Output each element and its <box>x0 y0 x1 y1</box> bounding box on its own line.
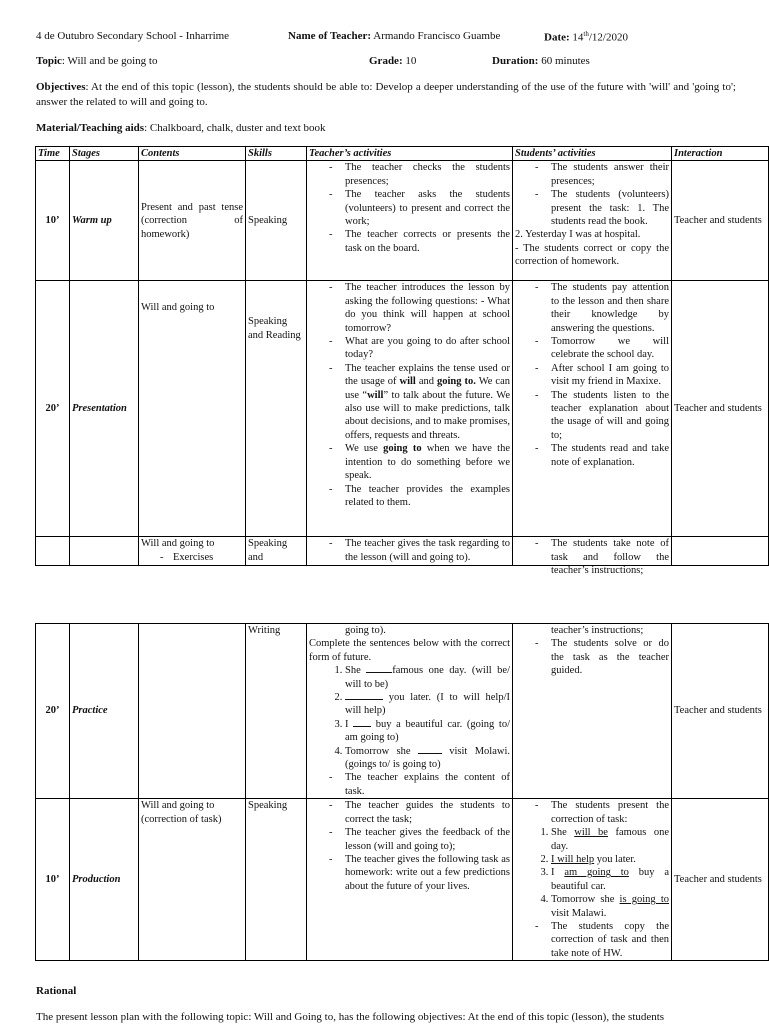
answer-blank <box>366 672 392 673</box>
list-item: - The teacher gives the following task as homework: write out a few predictions about the future of your lives. <box>309 853 510 893</box>
exercise-item: 2. you later. (I to will help/I will help) <box>345 691 510 718</box>
list-item: - The teacher guides the students to correct the task; <box>309 799 510 826</box>
row-practice-start <box>36 537 769 566</box>
list-item: - The students (volunteers) present the task: 1. The students read the book. <box>515 188 669 228</box>
grade-line <box>369 55 416 67</box>
list-item: - Tomorrow we will celebrate the school day. <box>515 335 669 362</box>
practice-content-1: Will and going to <box>141 538 215 550</box>
list-item: - The teacher asks the students (volunteers) to present and correct the work; <box>309 188 510 228</box>
duration-line <box>492 55 590 67</box>
answer-blank <box>353 726 371 727</box>
practice-start-stage <box>70 537 139 566</box>
text-run: We use <box>345 443 384 455</box>
production-teacher-activities <box>307 799 513 961</box>
topic-label: Topic <box>36 55 62 67</box>
practice-skill-start: Speaking and <box>248 538 288 563</box>
list-item: - Exercises <box>155 551 243 564</box>
practice-teacher-activities <box>307 624 513 799</box>
production-content: Will and going to (correction of task) <box>139 799 246 961</box>
keyword-will: will <box>399 376 416 388</box>
keyword-going-to: going to <box>383 443 422 455</box>
teacher-name: Armando Francisco Guambe <box>373 30 501 42</box>
exercise-item: 1. She famous one day. (will be/ will to be) <box>345 664 510 691</box>
rational-text: The present lesson plan with the following topic: Will and Going to, has the following objectives: At the end of this topic (lesson), the students <box>36 1011 665 1023</box>
presentation-skill <box>246 281 307 537</box>
school-name: 4 de Outubro Secondary School - Inharrime <box>36 30 230 42</box>
answer-blank <box>418 753 442 754</box>
list-item: - The teacher gives the feedback of the lesson (will and going to); <box>309 826 510 853</box>
answer-item: 1. She will be famous one day. <box>551 826 669 853</box>
warmup-skill: Speaking <box>246 161 307 281</box>
presentation-content <box>139 281 246 537</box>
date-line <box>544 30 628 44</box>
production-students-activities <box>513 799 672 961</box>
practice-teacher-cont: going to). <box>345 625 386 636</box>
date-rest: /12/2020 <box>588 31 628 44</box>
grade-value: 10 <box>405 55 417 67</box>
practice-stage: Practice <box>70 624 139 799</box>
header-stages: Stages <box>70 147 139 161</box>
keyword-going-to: going to. <box>437 376 476 388</box>
presentation-stage: Presentation <box>70 281 139 537</box>
text-run: ” to talk about the future. We also use will to make predictions, talk about decisions, and to make promises, offers, requests and threats. <box>345 389 510 441</box>
production-stage: Production <box>70 799 139 961</box>
presentation-content-text: Will and going to <box>141 302 215 314</box>
list-item: - The students read and take note of explanation. <box>515 442 669 469</box>
header-contents: Contents <box>139 147 246 161</box>
list-item <box>309 362 510 442</box>
header-students-activities: Students’ activities <box>513 147 672 161</box>
list-item: - What are you going to do after school today? <box>309 335 510 362</box>
warmup-content: Present and past tense (correction of homework) <box>139 161 246 281</box>
list-item: - After school I am going to visit my friend in Maxixe. <box>515 362 669 389</box>
list-item: - The teacher corrects or presents the task on the board. <box>309 228 510 255</box>
warmup-students-activities <box>513 161 672 281</box>
list-item <box>309 442 510 482</box>
answer-item: 3. I am going to buy a beautiful car. <box>551 866 669 893</box>
header-skills: Skills <box>246 147 307 161</box>
warmup-teacher-activities <box>307 161 513 281</box>
header-time: Time <box>36 147 70 161</box>
production-skill: Speaking <box>246 799 307 961</box>
table-header-row <box>36 147 769 161</box>
objectives <box>36 80 736 110</box>
answer-list <box>515 826 669 920</box>
production-time: 10’ <box>36 799 70 961</box>
lesson-plan-table-continued <box>35 623 769 961</box>
topic-value: : Will and be going to <box>61 55 158 67</box>
objectives-text: : At the end of this topic (lesson), the students should be able to: Develop a deeper understanding of the use of the future with 'will' and 'going to'; answer the related to will and going to. <box>36 81 736 108</box>
text-run: We can use “ <box>345 376 510 401</box>
objectives-label: Objectives <box>36 81 86 93</box>
exercise-item: 3. I buy a beautiful car. (going to/ am going to) <box>345 718 510 745</box>
teacher-line <box>288 30 500 42</box>
lesson-plan-table <box>35 146 769 577</box>
production-interaction: Teacher and students <box>672 799 769 961</box>
list-item: - The teacher checks the students presences; <box>309 161 510 188</box>
warmup-time: 10’ <box>36 161 70 281</box>
text-run: and <box>415 376 437 388</box>
date-label: Date: <box>544 31 570 44</box>
list-item: - The teacher gives the task regarding to the lesson (will and going to). <box>309 537 510 564</box>
practice-time: 20’ <box>36 624 70 799</box>
teacher-label: Name of Teacher: <box>288 30 372 42</box>
presentation-teacher-activities <box>307 281 513 537</box>
practice-start-time <box>36 537 70 566</box>
practice-start-content <box>139 537 246 566</box>
material-text: : Chalkboard, chalk, duster and text book <box>144 122 326 134</box>
keyword-will: will <box>367 389 384 401</box>
material-line <box>36 121 736 136</box>
list-item: - The students answer their presences; <box>515 161 669 188</box>
header-teacher-activities: Teacher’s activities <box>307 147 513 161</box>
warmup-stage: Warm up <box>70 161 139 281</box>
duration-value: 60 minutes <box>541 55 590 67</box>
text-run: when we have the intention to do something before we speak. <box>345 443 510 482</box>
practice-interaction: Teacher and students <box>672 624 769 799</box>
exercise-list <box>309 664 510 771</box>
presentation-time: 20’ <box>36 281 70 537</box>
practice-start-teacher <box>307 537 513 566</box>
row-warmup <box>36 161 769 281</box>
header-interaction: Interaction <box>672 147 769 161</box>
practice-start-interaction <box>672 537 769 566</box>
list-item: - The teacher provides the examples related to them. <box>309 483 510 510</box>
row-practice <box>36 624 769 799</box>
material-label: Material/Teaching aids <box>36 122 145 134</box>
list-item: - The students copy the correction of task and then take note of HW. <box>515 920 669 960</box>
answer-blank <box>345 699 383 700</box>
list-item: - The students present the correction of task: <box>515 799 669 826</box>
presentation-skill-text: Speaking and Reading <box>248 316 301 341</box>
warmup-student-extra-1: 2. Yesterday I was at hospital. <box>515 229 641 241</box>
date-suffix: th <box>583 30 589 38</box>
topic-line <box>36 55 158 67</box>
answer-item: 2. I will help you later. <box>551 853 669 866</box>
list-item: - The students take note of task and follow the teacher’s instructions; <box>515 537 669 577</box>
list-item: - The teacher explains the content of task. <box>309 771 510 798</box>
practice-start-students <box>513 537 672 577</box>
list-item: - The students pay attention to the lesson and then share their knowledge by answering the questions. <box>515 281 669 335</box>
list-item: - The students solve or do the task as the teacher guided. <box>515 637 669 677</box>
practice-skill: Writing <box>246 624 307 799</box>
duration-label: Duration: <box>492 55 539 67</box>
presentation-students-activities <box>513 281 672 537</box>
date-day: 14 <box>572 31 584 44</box>
practice-students-activities <box>513 624 672 799</box>
presentation-interaction: Teacher and students <box>672 281 769 537</box>
exercise-item: 4. Tomorrow she visit Molawi. (goings to/ is going to) <box>345 745 510 772</box>
rational-heading: Rational <box>36 985 77 997</box>
warmup-student-extra-2: - The students correct or copy the correction of homework. <box>515 242 669 268</box>
practice-teacher-intro: Complete the sentences below with the correct form of future. <box>309 638 510 663</box>
answer-item: 4. Tomorrow she is going to visit Malawi. <box>551 893 669 920</box>
grade-label: Grade: <box>369 55 403 67</box>
row-presentation <box>36 281 769 537</box>
text-run: The teacher explains the tense used or the usage of <box>345 362 510 388</box>
practice-content <box>139 624 246 799</box>
practice-students-cont: teacher’s instructions; <box>551 625 644 636</box>
row-production <box>36 799 769 961</box>
practice-start-skill <box>246 537 307 566</box>
warmup-interaction: Teacher and students <box>672 161 769 281</box>
list-item: - The teacher introduces the lesson by asking the following questions: - What do you think will happen at school tomorrow? <box>309 281 510 335</box>
list-item: - The students listen to the teacher explanation about the usage of will and going to; <box>515 389 669 443</box>
